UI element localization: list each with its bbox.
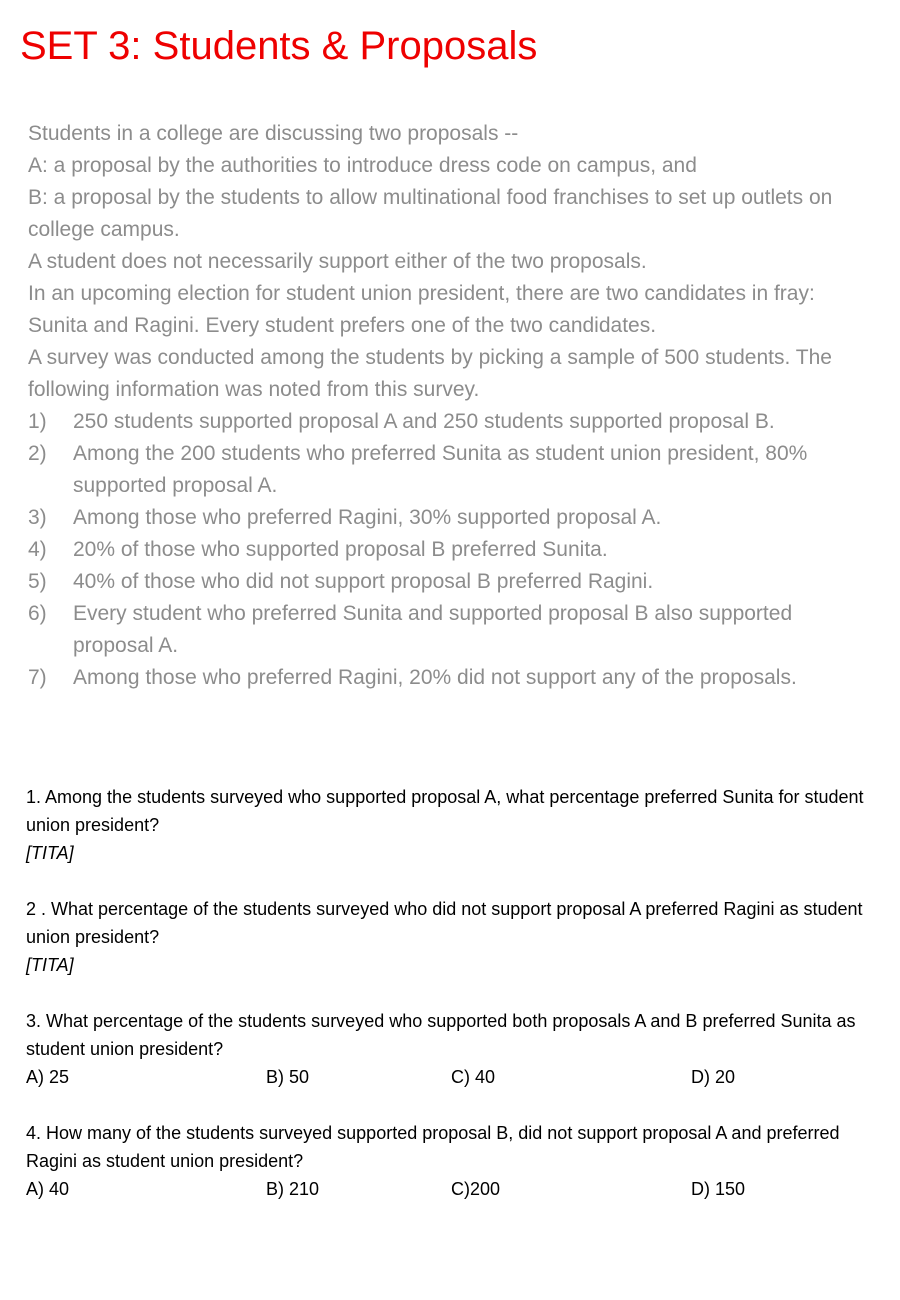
fact-item bbox=[28, 502, 848, 534]
fact-item bbox=[28, 406, 848, 438]
fact-text: Among those who preferred Ragini, 30% supported proposal A. bbox=[73, 506, 662, 529]
option-a[interactable]: A) 25 bbox=[26, 1067, 70, 1087]
question-text: 1. Among the students surveyed who supported proposal A, what percentage preferred Sunita for student union president? bbox=[26, 787, 864, 835]
option-d[interactable]: D) 20 bbox=[691, 1067, 736, 1087]
option-c[interactable]: C)200 bbox=[451, 1179, 501, 1199]
fact-number: 3) bbox=[28, 506, 47, 529]
page-title: SET 3: Students & Proposals bbox=[20, 24, 538, 68]
question-text: 3. What percentage of the students surveyed who supported both proposals A and B preferred Sunita as student union president? bbox=[26, 1011, 856, 1059]
fact-item bbox=[28, 566, 848, 598]
intro-line: In an upcoming election for student union president, there are two candidates in fray: Sunita and Ragini. Every student prefers one of the two candidates. bbox=[28, 282, 815, 337]
question-type-tag: [TITA] bbox=[26, 843, 74, 863]
problem-passage bbox=[28, 118, 848, 694]
option-c[interactable]: C) 40 bbox=[451, 1067, 496, 1087]
fact-text: Among the 200 students who preferred Sunita as student union president, 80% supported proposal A. bbox=[73, 442, 808, 497]
question-type-tag: [TITA] bbox=[26, 955, 74, 975]
option-b[interactable]: B) 50 bbox=[266, 1067, 310, 1087]
survey-facts-list bbox=[28, 406, 848, 694]
fact-text: Every student who preferred Sunita and supported proposal B also supported proposal A. bbox=[73, 602, 793, 657]
intro-line: B: a proposal by the students to allow multinational food franchises to set up outlets on college campus. bbox=[28, 186, 833, 241]
questions-section bbox=[26, 783, 866, 1231]
answer-options bbox=[26, 1063, 866, 1091]
fact-number: 7) bbox=[28, 666, 47, 689]
intro-line: A: a proposal by the authorities to introduce dress code on campus, and bbox=[28, 154, 697, 177]
fact-text: 20% of those who supported proposal B preferred Sunita. bbox=[73, 538, 608, 561]
fact-item bbox=[28, 598, 848, 662]
option-d[interactable]: D) 150 bbox=[691, 1179, 746, 1199]
answer-options bbox=[26, 1175, 866, 1203]
question-text: 2 . What percentage of the students surveyed who did not support proposal A preferred Ragini as student union president? bbox=[26, 899, 863, 947]
fact-number: 5) bbox=[28, 570, 47, 593]
fact-number: 1) bbox=[28, 410, 47, 433]
fact-item bbox=[28, 438, 848, 502]
fact-number: 2) bbox=[28, 442, 47, 465]
question-2 bbox=[26, 895, 866, 979]
question-4 bbox=[26, 1119, 866, 1203]
fact-item bbox=[28, 534, 848, 566]
question-1 bbox=[26, 783, 866, 867]
intro-line: A survey was conducted among the students by picking a sample of 500 students. The following information was noted from this survey. bbox=[28, 346, 832, 401]
question-text: 4. How many of the students surveyed supported proposal B, did not support proposal A and preferred Ragini as student union president? bbox=[26, 1123, 840, 1171]
option-a[interactable]: A) 40 bbox=[26, 1179, 70, 1199]
question-3 bbox=[26, 1007, 866, 1091]
fact-item bbox=[28, 662, 848, 694]
intro-line: Students in a college are discussing two proposals -- bbox=[28, 122, 519, 145]
fact-number: 4) bbox=[28, 538, 47, 561]
fact-text: 250 students supported proposal A and 250 students supported proposal B. bbox=[73, 410, 775, 433]
fact-text: 40% of those who did not support proposal B preferred Ragini. bbox=[73, 570, 654, 593]
option-b[interactable]: B) 210 bbox=[266, 1179, 320, 1199]
fact-number: 6) bbox=[28, 602, 47, 625]
intro-line: A student does not necessarily support either of the two proposals. bbox=[28, 250, 647, 273]
fact-text: Among those who preferred Ragini, 20% did not support any of the proposals. bbox=[73, 666, 797, 689]
